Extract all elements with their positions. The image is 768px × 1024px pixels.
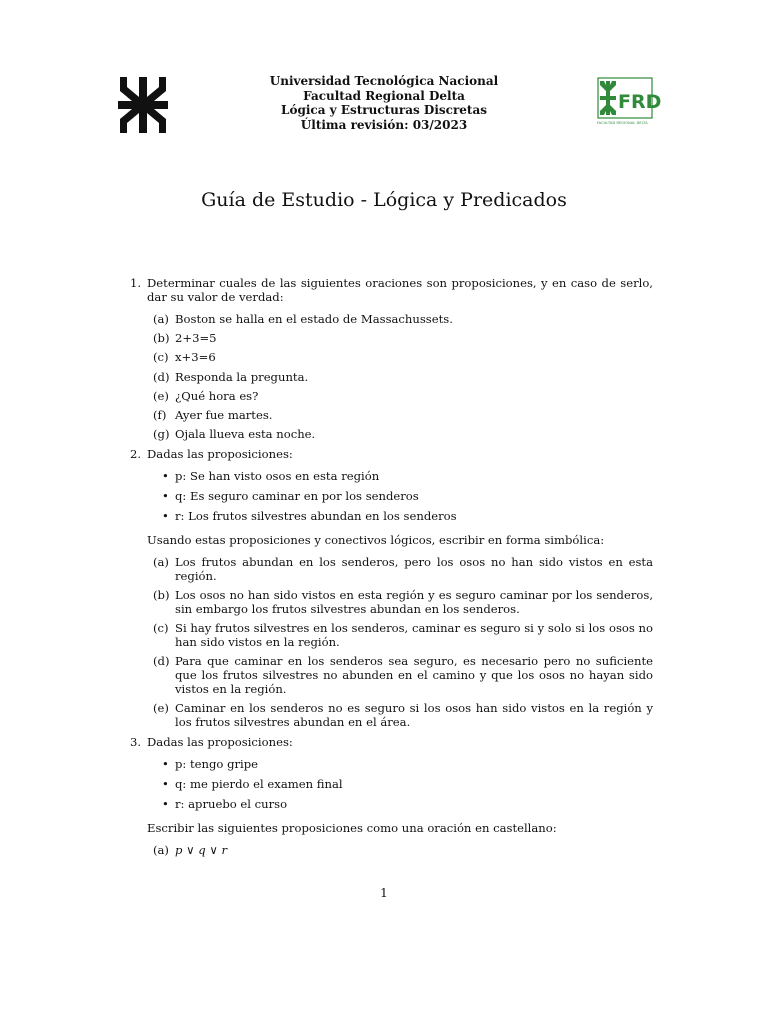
question-number: 3. — [130, 735, 142, 750]
list-item — [147, 350, 653, 364]
list-item — [147, 370, 653, 384]
header-revision: Última revisión: 03/2023 — [300, 117, 468, 132]
list-item — [147, 654, 653, 696]
proposition-text: q: me pierdo el examen final — [175, 776, 343, 791]
item-label: (d) — [153, 654, 170, 669]
list-item — [147, 389, 653, 403]
item-label: (d) — [153, 369, 170, 384]
item-text: Si hay frutos silvestres en los senderos, caminar es seguro si y solo si los osos no han sido vistos en la región. — [175, 620, 653, 649]
list-item — [147, 843, 653, 857]
proposition-list — [147, 757, 653, 810]
question-text: Dadas las proposiciones: — [147, 735, 293, 750]
frd-logo-icon — [597, 77, 662, 121]
item-label: (c) — [153, 350, 169, 365]
list-item — [147, 331, 653, 345]
question-number: 1. — [130, 276, 142, 290]
item-label: (a) — [153, 554, 169, 569]
question-text: Determinar cuales de las siguientes oraciones son proposiciones, y en caso de serlo, dar su valor de verdad: — [147, 276, 653, 304]
proposition-item — [147, 469, 653, 483]
page-title: Guía de Estudio - Lógica y Predicados — [201, 189, 567, 211]
list-item — [147, 555, 653, 583]
item-text: ¿Qué hora es? — [175, 388, 259, 403]
proposition-text: q: Es seguro caminar en por los senderos — [175, 488, 419, 503]
page-number: 1 — [380, 886, 388, 900]
header-faculty: Facultad Regional Delta — [303, 88, 465, 103]
list-item — [147, 427, 653, 441]
item-label: (e) — [153, 388, 169, 403]
list-item — [147, 621, 653, 649]
question-1 — [130, 276, 653, 441]
proposition-item — [147, 509, 653, 523]
formula-text: p ∨ q ∨ r — [175, 842, 228, 857]
item-text: x+3=6 — [175, 350, 216, 365]
bullet-icon: • — [162, 469, 169, 484]
proposition-item — [147, 797, 653, 811]
item-label: (b) — [153, 587, 170, 602]
item-text: Los frutos abundan en los senderos, pero los osos no han sido vistos en esta región. — [175, 554, 653, 583]
proposition-text: r: apruebo el curso — [175, 796, 288, 811]
bullet-icon: • — [162, 776, 169, 791]
item-text: Ayer fue martes. — [175, 407, 273, 422]
proposition-item — [147, 757, 653, 771]
item-text: Ojala llueva esta noche. — [175, 427, 316, 442]
bullet-icon: • — [162, 757, 169, 772]
question-number: 2. — [130, 447, 142, 462]
sub-item-list — [147, 312, 653, 441]
frd-logo — [597, 77, 662, 129]
item-text: Para que caminar en los senderos sea seguro, es necesario pero no suficiente que los frutos silvestres no abunden en el camino y que los osos no hayan sido vistos en la región. — [175, 654, 653, 697]
item-label: (a) — [153, 842, 169, 857]
header-university: Universidad Tecnológica Nacional — [269, 74, 499, 88]
list-item — [147, 701, 653, 729]
list-item — [147, 312, 653, 326]
exercise-list — [130, 276, 653, 863]
question-text: Dadas las proposiciones: — [147, 447, 293, 462]
item-text: Los osos no han sido vistos en esta región y es seguro caminar por los senderos, sin embargo los frutos silvestres abundan en los senderos. — [175, 587, 653, 616]
item-text: Boston se halla en el estado de Massachussets. — [175, 312, 453, 326]
proposition-text: p: tengo gripe — [175, 757, 259, 772]
item-label: (f) — [153, 407, 167, 422]
sub-item-list — [147, 555, 653, 730]
frd-logo-text: FRD — [618, 91, 662, 113]
item-label: (e) — [153, 701, 169, 716]
frd-logo-caption: FACULTAD REGIONAL DELTA — [597, 121, 648, 125]
bullet-icon: • — [162, 796, 169, 811]
item-text: Caminar en los senderos no es seguro si los osos han sido vistos en la región y los frutos silvestres abundan en el área. — [175, 701, 653, 730]
proposition-text: p: Se han visto osos en esta región — [175, 469, 380, 484]
header-course: Lógica y Estructuras Discretas — [281, 103, 487, 118]
proposition-list — [147, 469, 653, 522]
item-label: (a) — [153, 312, 169, 326]
instruction-text: Usando estas proposiciones y conectivos lógicos, escribir en forma simbólica: — [147, 532, 605, 547]
item-label: (b) — [153, 331, 170, 346]
item-label: (g) — [153, 427, 170, 442]
institution-header — [234, 74, 534, 132]
utn-logo-icon — [118, 77, 168, 133]
item-text: Responda la pregunta. — [175, 369, 309, 384]
proposition-text: r: Los frutos silvestres abundan en los senderos — [175, 508, 457, 523]
list-item — [147, 588, 653, 616]
proposition-item — [147, 777, 653, 791]
question-2 — [130, 447, 653, 729]
sub-item-list — [147, 843, 653, 857]
bullet-icon: • — [162, 488, 169, 503]
proposition-item — [147, 489, 653, 503]
item-text: 2+3=5 — [175, 331, 217, 346]
bullet-icon: • — [162, 508, 169, 523]
instruction-text: Escribir las siguientes proposiciones como una oración en castellano: — [147, 820, 557, 835]
question-3 — [130, 735, 653, 856]
list-item — [147, 408, 653, 422]
item-label: (c) — [153, 620, 169, 635]
